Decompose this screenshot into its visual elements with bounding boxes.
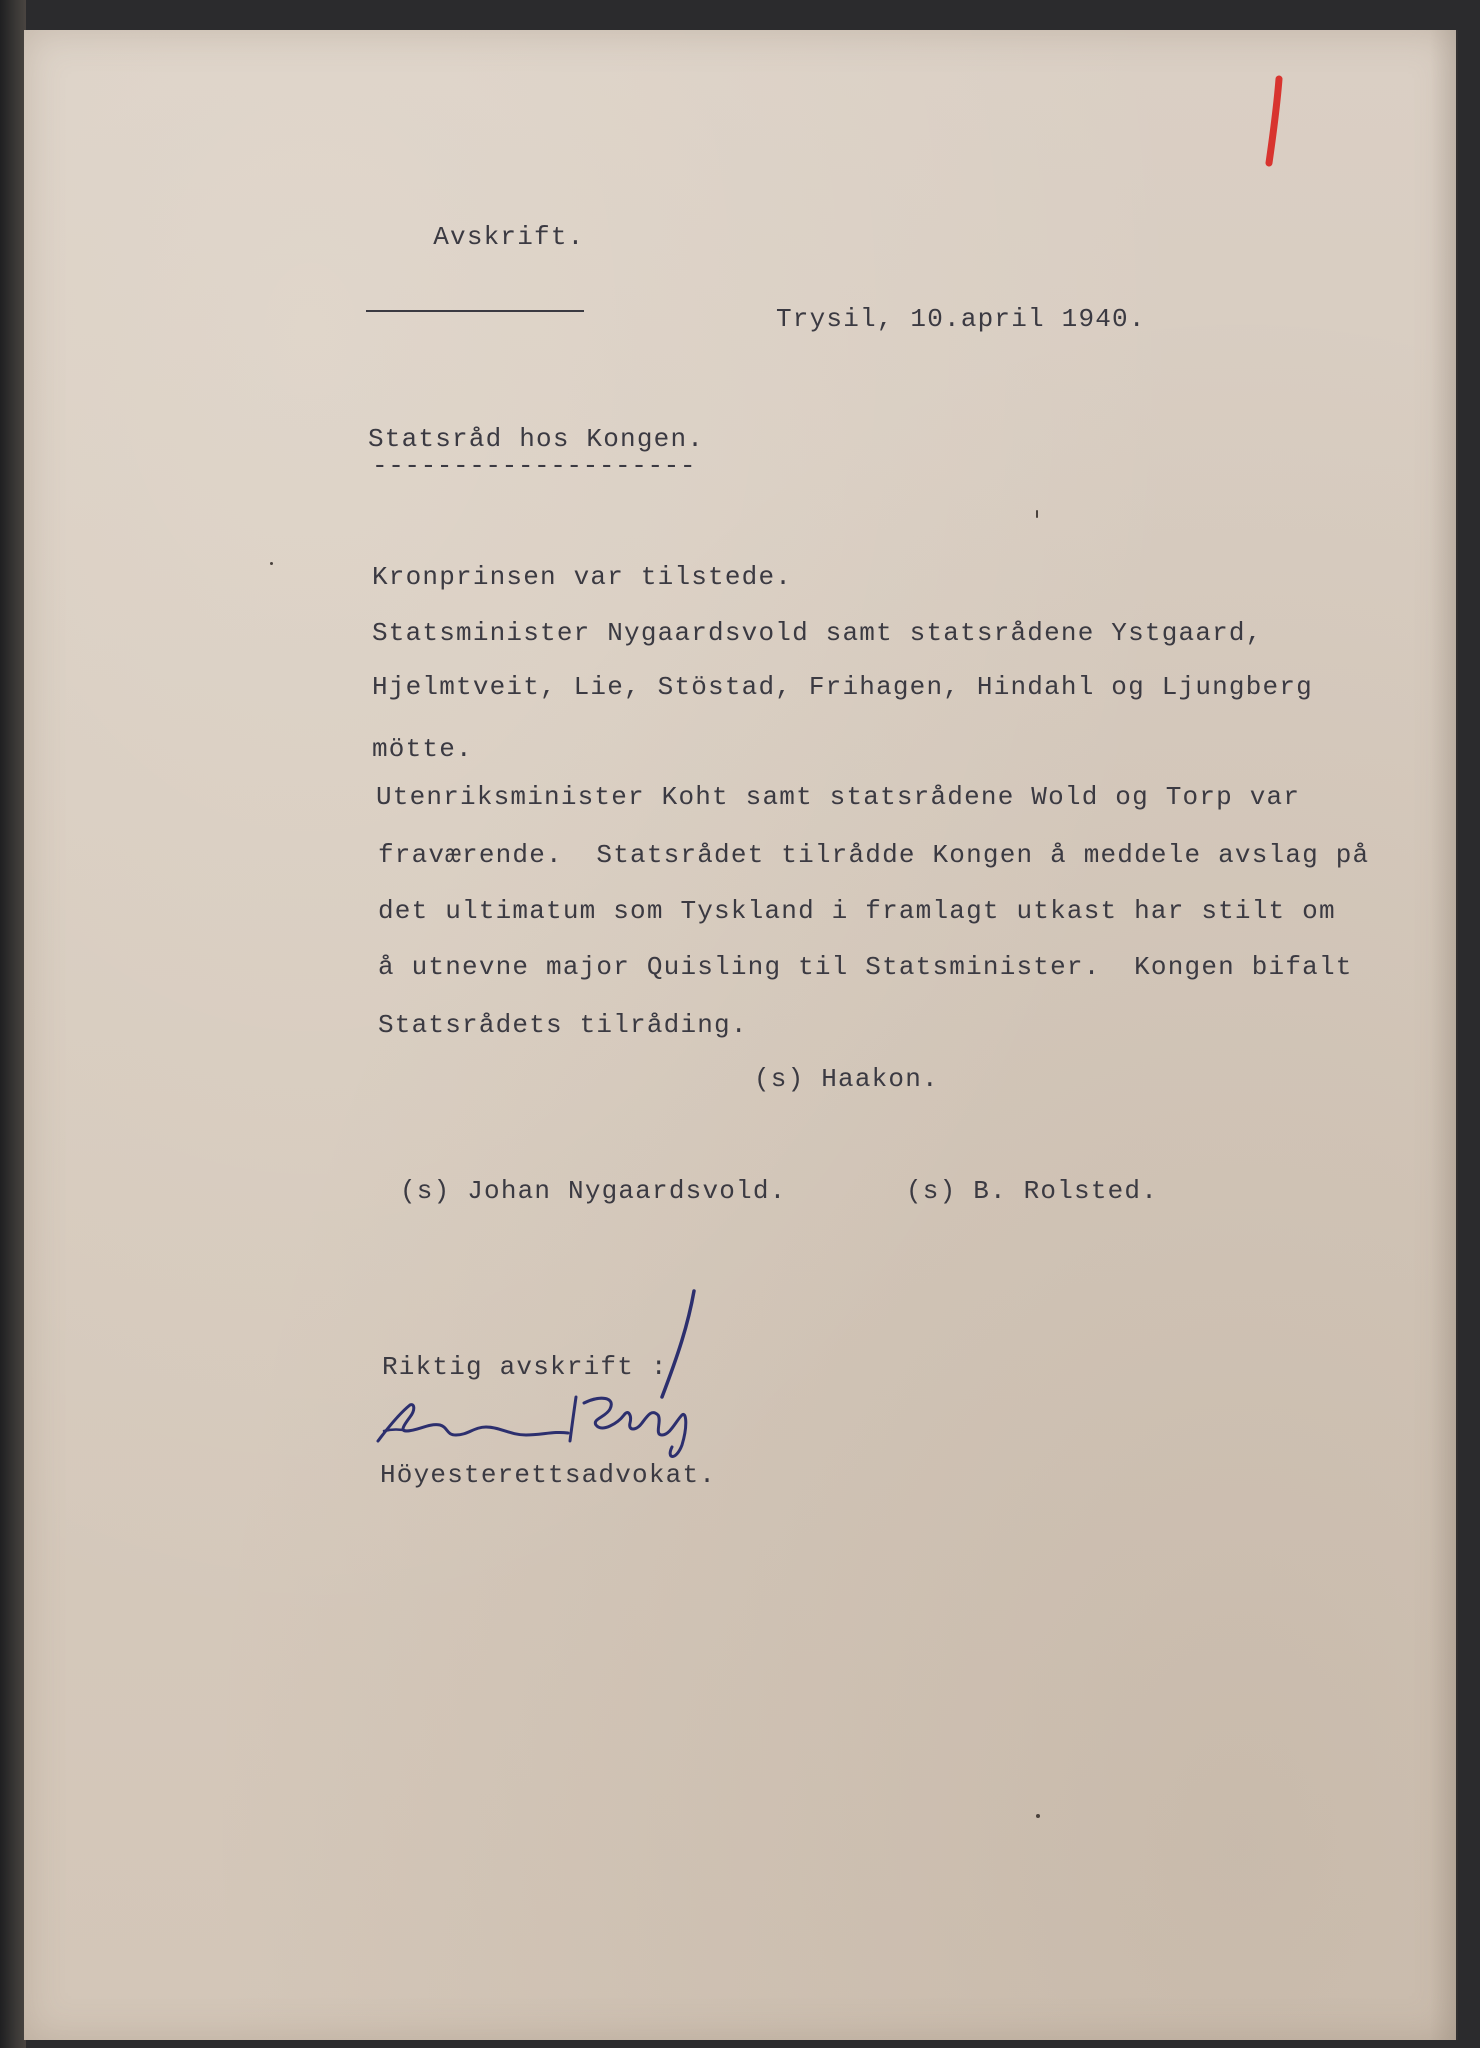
paper-speck — [1036, 510, 1038, 518]
paper-speck — [1036, 1814, 1040, 1818]
subject-underline: -------------------- — [372, 451, 697, 481]
subject-line: Statsråd hos Kongen. — [368, 424, 705, 454]
body-line: Statsrådets tilråding. — [378, 1010, 748, 1040]
heading-underline — [366, 310, 584, 312]
heading-text: Avskrift. — [433, 222, 585, 252]
document-heading — [366, 198, 584, 302]
paper-edge-shade — [1430, 30, 1458, 2040]
page-number-mark-icon — [1255, 75, 1295, 175]
place-date: Trysil, 10.april 1940. — [776, 304, 1146, 334]
body-line: å utnevne major Quisling til Statsminister. Kongen bifalt — [378, 952, 1353, 982]
body-line: Statsminister Nygaardsvold samt statsrådene Ystgaard, — [372, 618, 1263, 648]
paper-speck — [270, 562, 273, 565]
body-line: Kronprinsen var tilstede. — [372, 562, 793, 592]
signatory-right: (s) B. Rolsted. — [906, 1176, 1159, 1206]
body-line: mötte. — [372, 734, 473, 764]
body-line: fraværende. Statsrådet tilrådde Kongen å meddele avslag på — [378, 840, 1370, 870]
signatory-left: (s) Johan Nygaardsvold. — [400, 1176, 787, 1206]
handwritten-signature-icon — [370, 1285, 730, 1465]
body-line: Hjelmtveit, Lie, Stöstad, Frihagen, Hindahl og Ljungberg — [372, 672, 1313, 702]
certification-line: Riktig avskrift : — [382, 1352, 668, 1382]
body-line: det ultimatum som Tyskland i framlagt utkast har stilt om — [378, 896, 1336, 926]
body-line: Utenriksminister Koht samt statsrådene Wold og Torp var — [376, 782, 1301, 812]
certifier-title: Höyesterettsadvokat. — [380, 1460, 717, 1490]
royal-signature: (s) Haakon. — [754, 1064, 939, 1094]
binding-edge — [0, 0, 26, 2048]
